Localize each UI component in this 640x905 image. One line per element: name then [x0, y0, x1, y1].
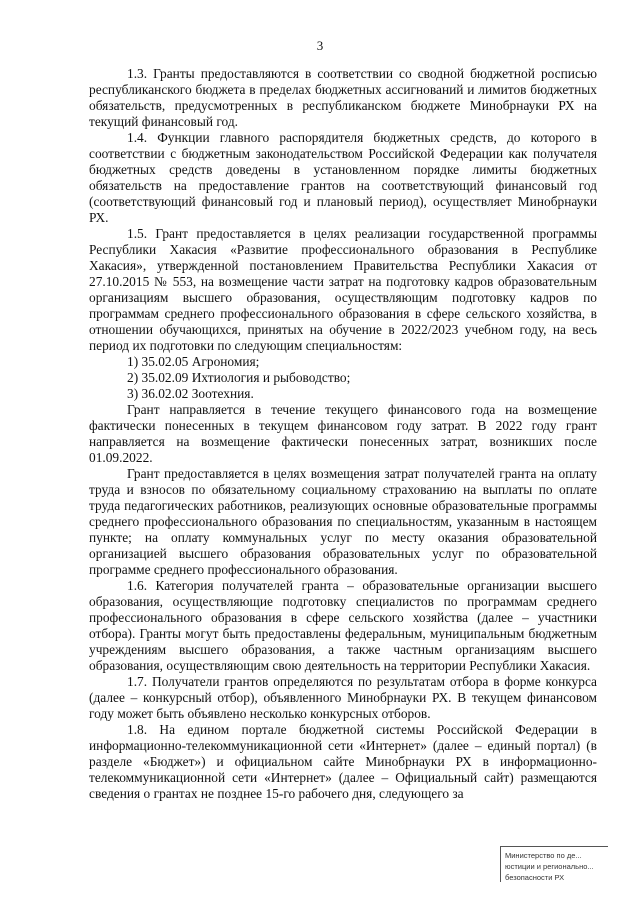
- registration-stamp: [500, 846, 608, 882]
- list-item: 2) 35.02.09 Ихтиология и рыбоводство;: [127, 370, 351, 385]
- paragraph-grant-purpose: Грант предоставляется в целях возмещения затрат получателей гранта на оплату труда и взносов по обязательному социальному страхованию на выплаты по оплате труда педагогических работников, реализующих основные образовательные программы среднего профессионального образования по специальностям, указанным в настоящем пункте; на оплату коммунальных услуг по месту оказания образовательной организацией высшего образования образовательных услуг по образовательной программе среднего профессионального образования.: [89, 466, 597, 577]
- list-item: 1) 35.02.05 Агрономия;: [127, 354, 260, 369]
- paragraph-1-7: 1.7. Получатели грантов определяются по результатам отбора в форме конкурса (далее – конкурсный отбор), объявленного Минобрнауки РХ. В текущем финансовом году может быть объявлено несколько конкурсных отборов.: [89, 674, 597, 721]
- paragraph-1-5: 1.5. Грант предоставляется в целях реализации государственной программы Республики Хакасия «Развитие профессионального образования в Республике Хакасия», утвержденной постановлением Правительства Республики Хакасия от 27.10.2015 № 553, на возмещение части затрат на подготовку кадров образовательным организациям высшего образования, осуществляющим подготовку кадров по программам среднего профессионального образования в сфере сельского хозяйства, в отношении обучающихся, принятых на обучение в 2022/2023 учебном году, на весь период их подготовки по следующим специальностям:: [89, 226, 597, 353]
- paragraph-1-4: 1.4. Функции главного распорядителя бюджетных средств, до которого в соответствии с бюджетным законодательством Российской Федерации как получателя бюджетных средств доведены в установленном порядке лимиты бюджетных обязательств на предоставление грантов на соответствующий финансовый год (соответствующий финансовый год и плановый период), осуществляет Минобрнауки РХ.: [89, 130, 597, 225]
- stamp-line: безопасности РХ: [505, 873, 565, 882]
- paragraph-1-3: 1.3. Гранты предоставляются в соответствии со сводной бюджетной росписью республиканского бюджета в пределах бюджетных ассигнований и лимитов бюджетных обязательств, предусмотренных в республиканском бюджете Минобрнауки РХ на текущий финансовый год.: [89, 66, 597, 129]
- page-number: 3: [316, 38, 324, 53]
- paragraph-1-8: 1.8. На едином портале бюджетной системы Российской Федерации в информационно-телекоммуникационной сети «Интернет» (далее – единый портал) (в разделе «Бюджет») и официальном сайте Минобрнауки РХ в информационно-телекоммуникационной сети «Интернет» (далее – Официальный сайт) размещаются сведения о грантах не позднее 15-го рабочего дня, следующего за: [89, 722, 597, 801]
- stamp-line: Министерство по де...: [505, 851, 582, 860]
- paragraph-grant-direction: Грант направляется в течение текущего финансового года на возмещение фактически понесенных в текущем финансовом году затрат. В 2022 году грант направляется на возмещение фактически понесенных затрат, возникших после 01.09.2022.: [89, 402, 597, 465]
- document-body: [89, 66, 597, 802]
- stamp-line: юстиции и регионально...: [505, 862, 594, 871]
- list-item: 3) 36.02.02 Зоотехния.: [127, 386, 254, 401]
- paragraph-1-6: 1.6. Категория получателей гранта – образовательные организации высшего образования, осуществляющие подготовку специалистов по программам среднего профессионального образования в сфере сельского хозяйства (далее – участники отбора). Гранты могут быть предоставлены федеральным, муниципальным бюджетным учреждениям высшего образования, а также частным организациям высшего образования, осуществляющим свою деятельность на территории Республики Хакасия.: [89, 578, 597, 673]
